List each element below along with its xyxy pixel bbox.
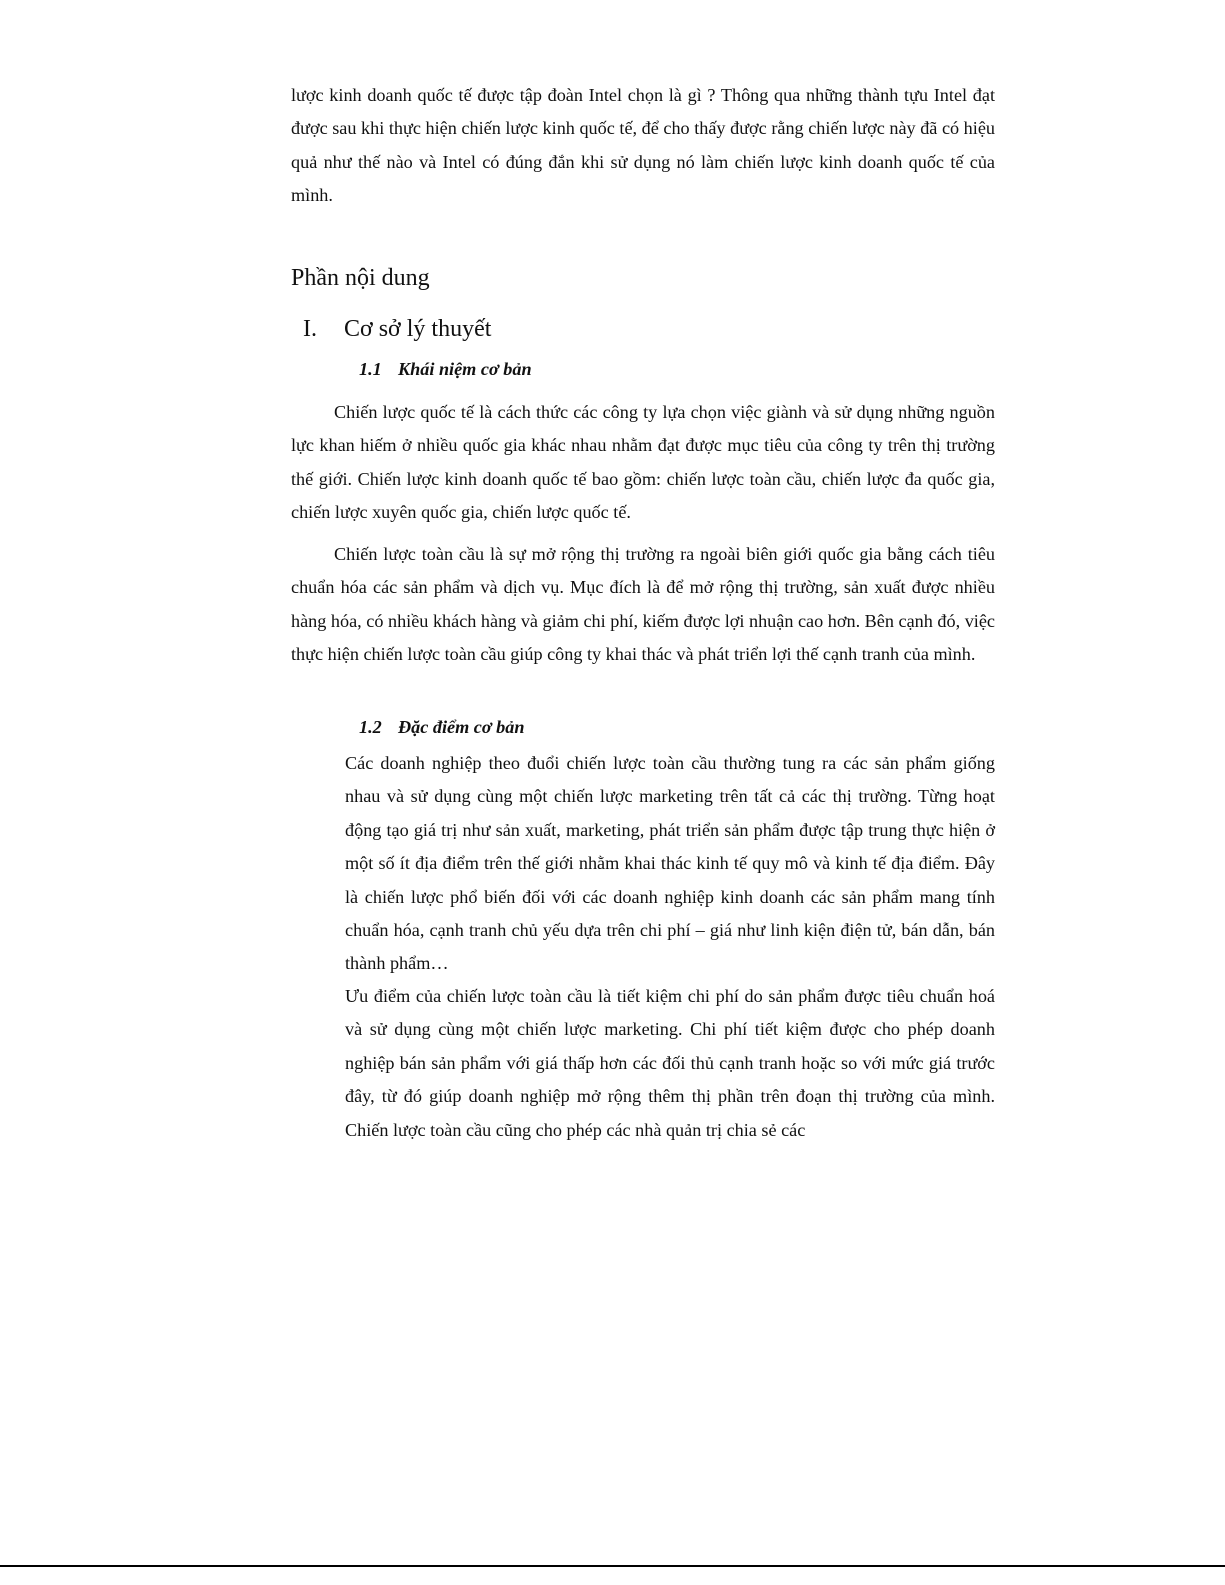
paragraph-advantages: Ưu điểm của chiến lược toàn cầu là tiết kiệm chi phí do sản phẩm được tiêu chuẩn hoá và sử dụng cùng một chiến lược marketing. Chi phí tiết kiệm được cho phép doanh nghiệp bán sản phẩm với giá thấp hơn các đối thủ cạnh tranh hoặc so với mức giá trước đây, từ đó giúp doanh nghiệp mở rộng thêm thị phần trên đoạn thị trường của mình. Chiến lược toàn cầu cũng cho phép các nhà quản trị chia sẻ các — [345, 986, 995, 1140]
section-title: Phần nội dung — [291, 265, 430, 291]
subheading-1-1-title: Khái niệm cơ bản — [398, 359, 532, 379]
paragraph-global-strategy: Chiến lược toàn cầu là sự mở rộng thị trường ra ngoài biên giới quốc gia bằng cách tiêu chuẩn hóa các sản phẩm và dịch vụ. Mục đích là để mở rộng thị trường, sản xuất được nhiều hàng hóa, có nhiều khách hàng và giảm chi phí, kiếm được lợi nhuận cao hơn. Bên cạnh đó, việc thực hiện chiến lược toàn cầu giúp công ty khai thác và phát triển lợi thế cạnh tranh của mình. — [291, 544, 995, 665]
subheading-1-2-number: 1.2 — [359, 717, 382, 737]
subheading-1-2-title: Đặc điểm cơ bản — [398, 717, 525, 737]
page-bottom-rule — [0, 1565, 1225, 1567]
paragraph-characteristics: Các doanh nghiệp theo đuổi chiến lược toàn cầu thường tung ra các sản phẩm giống nhau và sử dụng cùng một chiến lược marketing trên tất cả các thị trường. Từng hoạt động tạo giá trị như sản xuất, marketing, phát triển sản phẩm được tập trung thực hiện ở một số ít địa điểm trên thế giới nhằm khai thác kinh tế quy mô và kinh tế địa điểm. Đây là chiến lược phổ biến đối với các doanh nghiệp kinh doanh các sản phẩm mang tính chuẩn hóa, cạnh tranh chủ yếu dựa trên chi phí – giá như linh kiện điện tử, bán dẫn, bán thành phẩm… — [345, 753, 995, 974]
subheading-1-1-number: 1.1 — [359, 359, 382, 379]
intro-paragraph: lược kinh doanh quốc tế được tập đoàn Intel chọn là gì ? Thông qua những thành tựu Intel đạt được sau khi thực hiện chiến lược kinh quốc tế, để cho thấy được rằng chiến lược này đã có hiệu quả như thế nào và Intel có đúng đắn khi sử dụng nó làm chiến lược kinh doanh quốc tế của mình. — [291, 85, 995, 206]
subheading-1-2 — [359, 717, 524, 738]
subheading-1-1 — [359, 359, 532, 380]
heading-1-number: I. — [303, 316, 317, 342]
heading-level-1 — [303, 316, 491, 343]
heading-1-title: Cơ sở lý thuyết — [344, 316, 492, 342]
paragraph-international-strategy: Chiến lược quốc tế là cách thức các công ty lựa chọn việc giành và sử dụng những nguồn lực khan hiếm ở nhiều quốc gia khác nhau nhằm đạt được mục tiêu của công ty trên thị trường thế giới. Chiến lược kinh doanh quốc tế bao gồm: chiến lược toàn cầu, chiến lược đa quốc gia, chiến lược xuyên quốc gia, chiến lược quốc tế. — [291, 402, 995, 523]
